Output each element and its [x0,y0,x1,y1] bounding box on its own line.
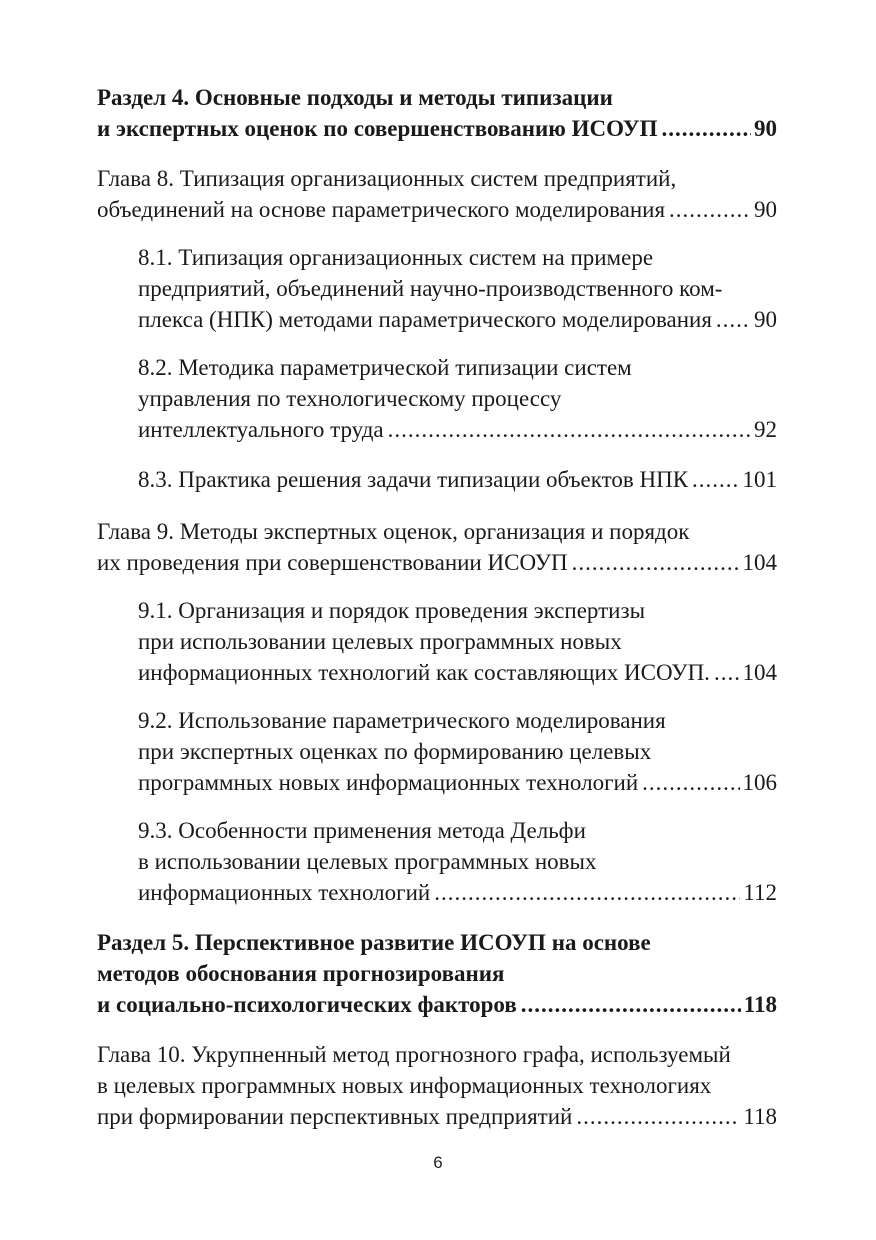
toc-item-9-2-line-1: 9.2. Использование параметрического моделирования [138,708,666,733]
toc-item-8-3-page: 101 [742,467,777,492]
toc-section-4[interactable] [97,82,777,144]
toc-chapter-10-line-1: Глава 10. Укрупненный метод прогнозного графа, используемый [97,1042,731,1067]
toc-item-9-3-line-3: информационных технологий [138,880,431,905]
toc-item-8-1-page: 90 [754,307,777,332]
toc-chapter-9-line-2: их проведения при совершенствовании ИСОУП [97,550,568,575]
toc-item-8-2-line-2: управления по технологическому процессу [138,386,562,411]
toc-chapter-8-page: 90 [754,197,777,222]
toc-section-5-page: 118 [743,992,777,1017]
dot-leader [716,304,751,335]
toc-item-9-3[interactable] [138,815,777,908]
dot-leader [692,464,739,495]
toc-chapter-8[interactable] [97,163,777,225]
toc-chapter-8-line-2: объединений на основе параметрического моделирования [97,197,666,222]
toc-item-9-2-line-3: программных новых информационных технологий [138,770,639,795]
toc-item-9-1-line-2: при использовании целевых программных новых [138,629,622,654]
dot-leader [434,877,740,908]
dot-leader [521,989,741,1020]
dot-leader [642,767,739,798]
dot-leader [388,414,751,445]
toc-chapter-10-line-2: в целевых программных новых информационных технологиях [97,1073,712,1098]
toc-chapter-10[interactable] [97,1039,777,1132]
toc-item-8-2-line-1: 8.2. Методика параметрической типизации систем [138,355,632,380]
toc-item-9-2-page: 106 [742,770,777,795]
toc-item-8-1-line-3: плекса (НПК) методами параметрического моделирования [138,307,712,332]
toc-item-8-2-page: 92 [754,417,777,442]
toc-section-5[interactable] [97,927,777,1020]
toc-section-5-line-1: Раздел 5. Перспективное развитие ИСОУП на основе [97,930,651,955]
toc-item-8-2[interactable] [138,352,777,445]
toc-section-4-page: 90 [754,116,777,141]
dot-leader [662,113,751,144]
toc-item-9-1-page: 104 [742,660,777,685]
toc-item-8-2-line-3: интеллектуального труда [138,417,384,442]
toc-chapter-10-page: 118 [743,1104,777,1129]
toc-section-5-line-2: методов обоснования прогнозирования [97,961,505,986]
dot-leader [714,657,740,688]
dot-leader [669,194,751,225]
toc-item-8-1-line-2: предприятий, объединений научно-производственного ком- [138,276,723,301]
toc-item-8-1-line-1: 8.1. Типизация организационных систем на примере [138,245,654,270]
dot-leader [572,547,740,578]
toc-item-9-2-line-2: при экспертных оценках по формированию целевых [138,739,652,764]
toc-item-9-1[interactable] [138,595,777,688]
toc-section-4-line-1: Раздел 4. Основные подходы и методы типизации [97,85,613,110]
toc-item-8-3-line-1: 8.3. Практика решения задачи типизации объектов НПК [138,467,689,492]
page-number: 6 [433,1153,443,1172]
toc-section-4-line-2: и экспертных оценок по совершенствованию ИСОУП [97,116,658,141]
toc-item-8-3[interactable] [138,464,777,495]
toc-section-5-line-3: и социально-психологических факторов [97,992,517,1017]
toc-chapter-10-line-3: при формировании перспективных предприятий [97,1104,573,1129]
dot-leader [576,1101,740,1132]
toc-chapter-8-line-1: Глава 8. Типизация организационных систем предприятий, [97,166,677,191]
toc-item-9-1-line-1: 9.1. Организация и порядок проведения экспертизы [138,598,646,623]
toc-chapter-9-line-1: Глава 9. Методы экспертных оценок, организация и порядок [97,519,690,544]
toc-item-9-3-line-1: 9.3. Особенности применения метода Дельфи [138,818,586,843]
toc-item-9-3-line-2: в использовании целевых программных новых [138,849,597,874]
toc-chapter-9[interactable] [97,516,777,578]
toc-item-8-1[interactable] [138,242,777,335]
toc-chapter-9-page: 104 [742,550,777,575]
toc-item-9-2[interactable] [138,705,777,798]
toc-item-9-1-line-3: информационных технологий как составляющих ИСОУП. [138,660,710,685]
toc-item-9-3-page: 112 [743,880,777,905]
